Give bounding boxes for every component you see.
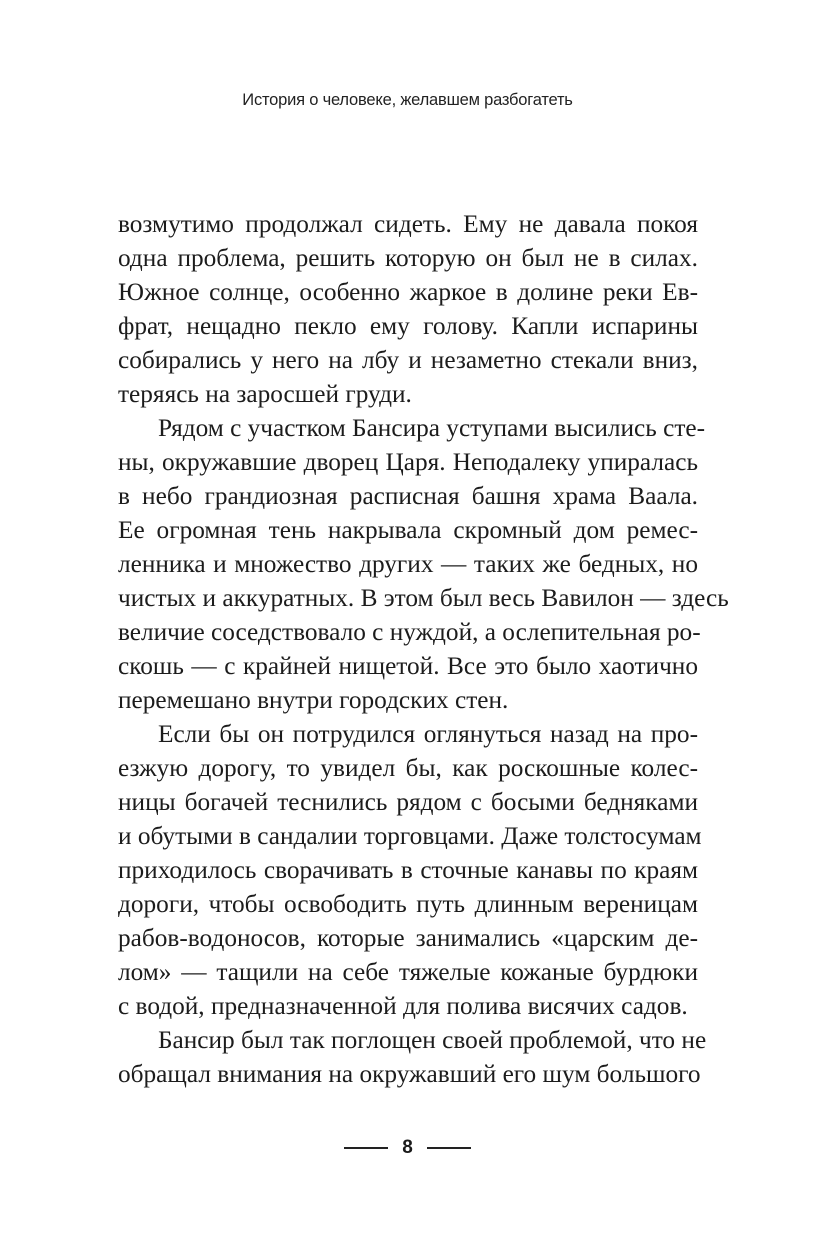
text-line: дороги, чтобы освободить путь длинным вереницам <box>118 890 698 918</box>
text-line: собирались у него на лбу и незаметно стекали вниз, <box>118 346 698 374</box>
page-number: 8 <box>402 1137 413 1158</box>
text-line: величие соседствовало с нуждой, а ослепительная ро- <box>118 618 701 646</box>
page-folio <box>0 1133 815 1163</box>
text-line: в небо грандиозная расписная башня храма Ваала. <box>118 482 698 510</box>
text-line: Ее огромная тень накрывала скромный дом ремес- <box>118 516 698 544</box>
page-body-text <box>118 207 729 1091</box>
text-line: Южное солнце, особенно жаркое в долине реки Ев- <box>118 278 698 306</box>
text-line: перемешано внутри городских стен. <box>118 686 509 714</box>
text-line: скошь — с крайней нищетой. Все это было хаотично <box>118 652 698 680</box>
text-line: ны, окружавшие дворец Царя. Неподалеку упиралась <box>118 448 698 476</box>
text-line: езжую дорогу, то увидел бы, как роскошные колес- <box>118 754 698 782</box>
text-line: Рядом с участком Бансира уступами высились сте- <box>158 414 706 442</box>
text-line: одна проблема, решить которую он был не в силах. <box>118 244 698 272</box>
text-line: рабов-водоносов, которые занимались «царским де- <box>118 924 698 952</box>
text-line: теряясь на заросшей груди. <box>118 380 412 408</box>
text-line: Бансир был так поглощен своей проблемой, что не <box>158 1026 707 1054</box>
folio-rule-left <box>344 1147 388 1149</box>
running-header: История о человеке, желавшем разбогатеть <box>242 91 573 109</box>
text-line: приходилось сворачивать в сточные канавы по краям <box>118 856 698 884</box>
text-line: Если бы он потрудился оглянуться назад на про- <box>158 720 698 748</box>
text-line: ленника и множество других — таких же бедных, но <box>118 550 698 578</box>
text-line: ницы богачей теснились рядом с босыми бедняками <box>118 788 698 816</box>
text-line: с водой, предназначенной для полива висячих садов. <box>118 992 688 1020</box>
folio-rule-right <box>427 1147 471 1149</box>
text-line: лом» — тащили на себе тяжелые кожаные бурдюки <box>118 958 698 986</box>
text-line: фрат, нещадно пекло ему голову. Капли испарины <box>118 312 698 340</box>
text-line: возмутимо продолжал сидеть. Ему не давала покоя <box>118 210 698 238</box>
text-line: чистых и аккуратных. В этом был весь Вавилон — здесь <box>118 584 729 612</box>
text-line: и обутыми в сандалии торговцами. Даже толстосумам <box>118 822 702 850</box>
text-line: обращал внимания на окружавший его шум большого <box>118 1060 701 1088</box>
